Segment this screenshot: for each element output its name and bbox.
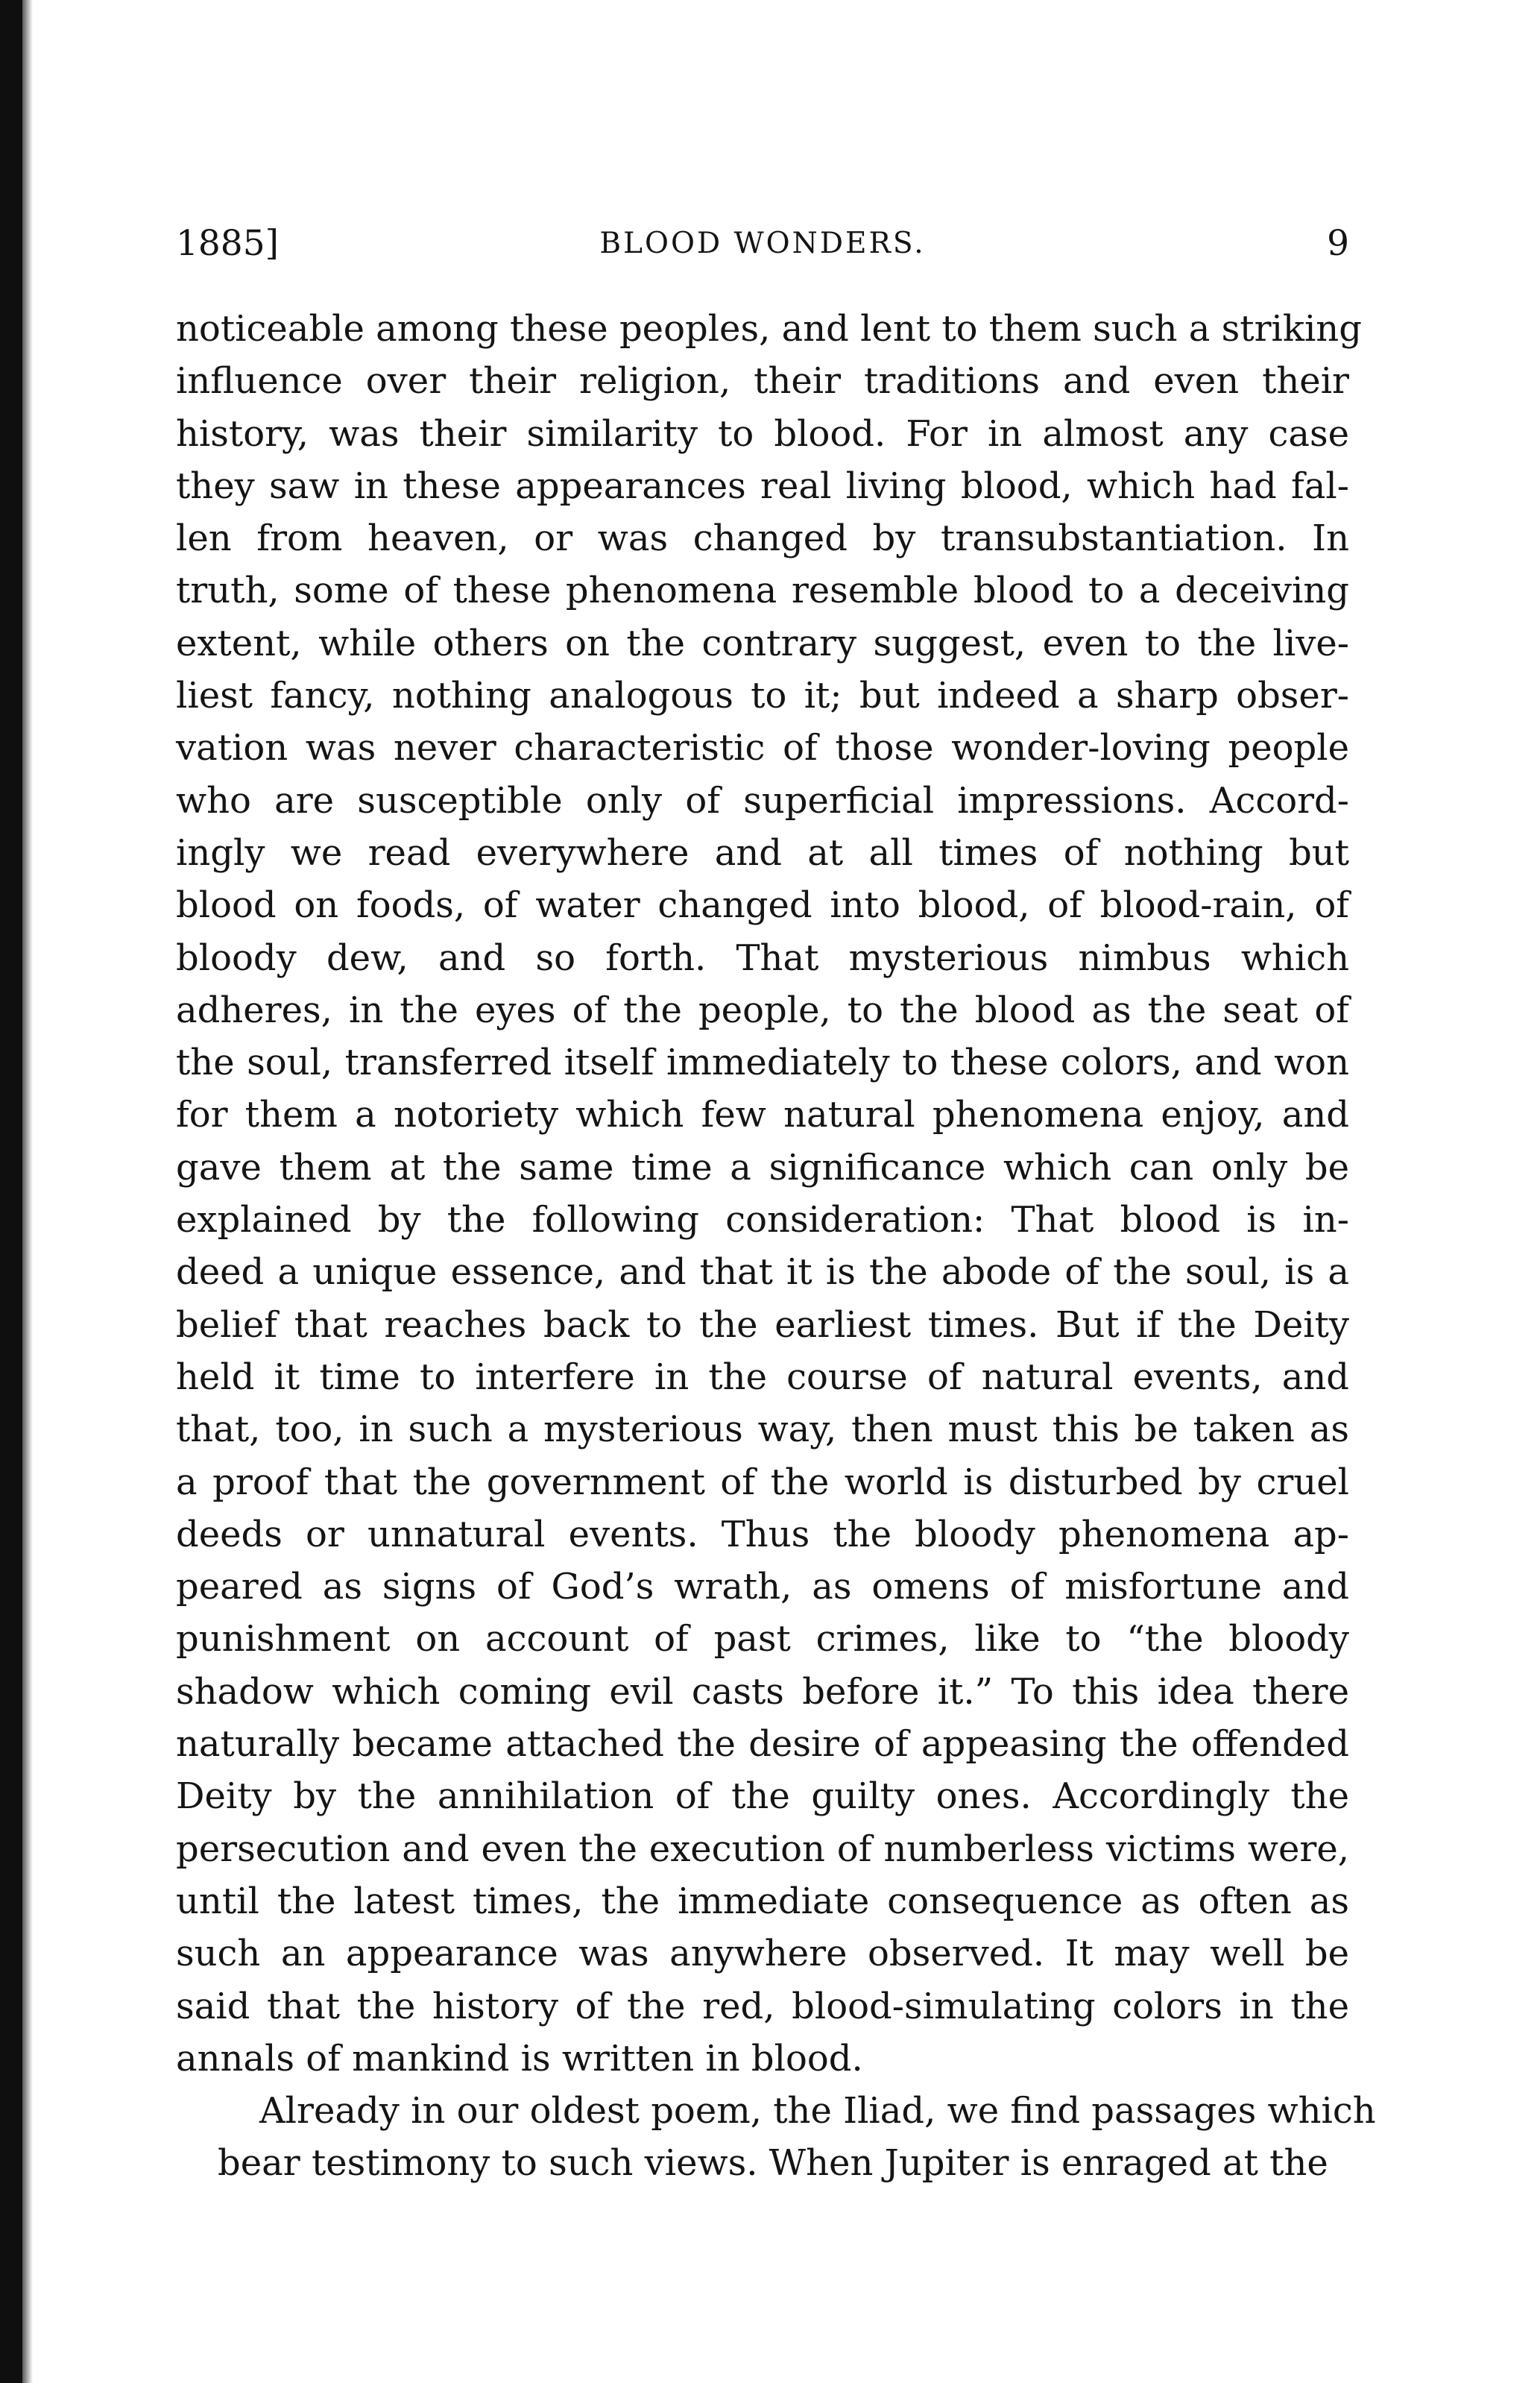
text-line: persecution and even the execution of numberless victims were, <box>176 1828 1349 1870</box>
text-line: deed a unique essence, and that it is the abode of the soul, is a <box>176 1251 1349 1294</box>
text-line: bloody dew, and so forth. That mysterious nimbus which <box>176 936 1349 979</box>
text-line: len from heaven, or was changed by transubstantiation. In <box>176 517 1349 560</box>
text-line: for them a notoriety which few natural phenomena enjoy, and <box>176 1094 1349 1136</box>
text-line: bear testimony to such views. When Jupiter is enraged at the <box>218 2142 1328 2185</box>
text-line: Deity by the annihilation of the guilty ones. Accordingly the <box>176 1775 1349 1818</box>
text-line: adheres, in the eyes of the people, to the blood as the seat of <box>176 989 1349 1031</box>
text-line: noticeable among these peoples, and lent to them such a striking <box>176 308 1362 350</box>
text-line: punishment on account of past crimes, like to “the bloody <box>176 1618 1349 1660</box>
text-line: who are susceptible only of superficial impressions. Accord- <box>176 779 1349 822</box>
text-line: naturally became attached the desire of appeasing the offended <box>176 1723 1349 1766</box>
text-line: ingly we read everywhere and at all times of nothing but <box>176 831 1349 874</box>
text-line: extent, while others on the contrary suggest, even to the live- <box>176 622 1349 664</box>
text-line: liest fancy, nothing analogous to it; but indeed a sharp obser- <box>176 675 1349 717</box>
text-line: vation was never characteristic of those wonder-loving people <box>176 727 1349 769</box>
text-line: shadow which coming evil casts before it.” To this idea there <box>176 1670 1349 1713</box>
text-line: until the latest times, the immediate consequence as often as <box>176 1880 1349 1922</box>
text-line: said that the history of the red, blood-simulating colors in the <box>176 1985 1349 2027</box>
text-line: such an appearance was anywhere observed. It may well be <box>176 1933 1349 1975</box>
paragraph <box>176 303 1362 2085</box>
text-line: deeds or unnatural events. Thus the bloody phenomena ap- <box>176 1513 1349 1555</box>
text-line: held it time to interfere in the course of natural events, and <box>176 1356 1349 1398</box>
text-line: history, was their similarity to blood. For in almost any case <box>176 412 1349 455</box>
text-line: truth, some of these phenomena resemble blood to a deceiving <box>176 570 1349 612</box>
running-header <box>176 218 1349 270</box>
page-body <box>176 303 1376 2190</box>
text-line: that, too, in such a mysterious way, then must this be taken as <box>176 1408 1349 1451</box>
binding-edge <box>0 0 22 2383</box>
paragraph <box>176 2085 1376 2190</box>
running-title: BLOOD WONDERS. <box>599 227 926 260</box>
text-line: gave them at the same time a significance which can only be <box>176 1146 1349 1189</box>
text-line: Already in our oldest poem, the Iliad, we find passages which <box>259 2090 1376 2132</box>
text-line: annals of mankind is written in blood. <box>176 2037 863 2080</box>
text-line: blood on foods, of water changed into blood, of blood-rain, of <box>176 884 1349 927</box>
text-line: peared as signs of God’s wrath, as omens of misfortune and <box>176 1566 1349 1608</box>
text-line: the soul, transferred itself immediately to these colors, and won <box>176 1042 1349 1084</box>
header-year: 1885] <box>176 223 279 264</box>
page-number: 9 <box>1327 223 1349 264</box>
binding-shadow <box>22 0 33 2383</box>
text-line: influence over their religion, their traditions and even their <box>176 360 1349 403</box>
text-line: they saw in these appearances real living blood, which had fal- <box>176 465 1349 507</box>
text-line: a proof that the government of the world is disturbed by cruel <box>176 1461 1349 1503</box>
text-line: explained by the following consideration: That blood is in- <box>176 1199 1349 1241</box>
text-line: belief that reaches back to the earliest times. But if the Deity <box>176 1303 1349 1346</box>
